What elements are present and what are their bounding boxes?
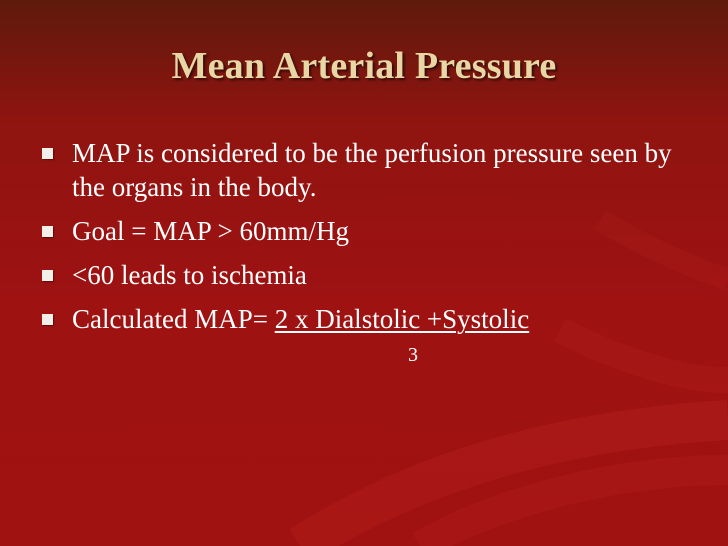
bullet-text-prefix: Calculated MAP= (72, 304, 275, 334)
bullet-item (38, 136, 688, 204)
page-number: 3 (408, 344, 418, 366)
bullet-item (38, 214, 688, 248)
bullet-text: <60 leads to ischemia (72, 260, 307, 290)
bullet-item (38, 302, 688, 336)
slide-title: Mean Arterial Pressure (171, 45, 557, 87)
bullet-text: Goal = MAP > 60mm/Hg (72, 216, 349, 246)
square-bullet-icon (42, 226, 53, 237)
square-bullet-icon (42, 270, 53, 281)
square-bullet-icon (42, 314, 53, 325)
bullet-text: MAP is considered to be the perfusion pressure seen by the organs in the body. (72, 138, 672, 202)
square-bullet-icon (42, 148, 53, 159)
bullet-list (38, 136, 688, 346)
bullet-item (38, 258, 688, 292)
formula-text: 2 x Dialstolic +Systolic (274, 304, 530, 334)
